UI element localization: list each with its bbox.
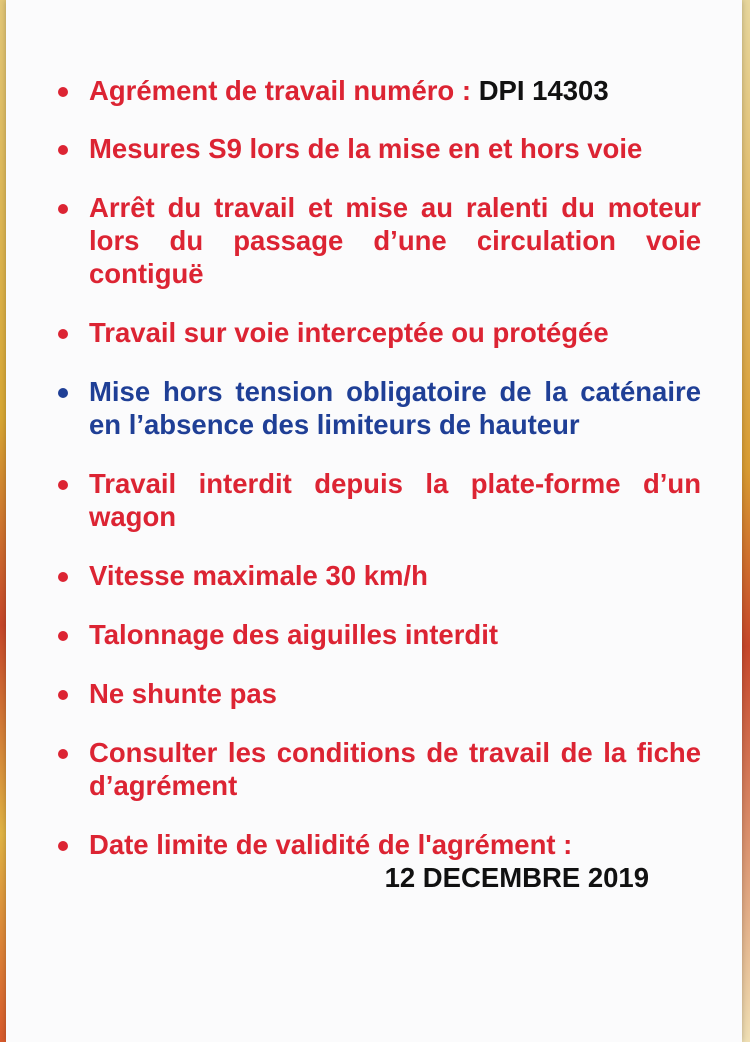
list-item-talonnage xyxy=(56,618,701,651)
bullet-icon xyxy=(58,145,68,155)
list-item-mesures-s9 xyxy=(56,132,701,165)
item-text: Consulter les conditions de travail de la fiche d’agrément xyxy=(89,737,701,801)
item-text: Mise hors tension obligatoire de la caténaire en l’absence des limiteurs de hauteur xyxy=(89,376,701,440)
bullet-icon xyxy=(58,572,68,582)
list-item-travail-interdit xyxy=(56,467,701,533)
agrement-number-value: DPI 14303 xyxy=(478,75,609,106)
list-item-mise-hors-tension xyxy=(56,375,701,441)
bullet-icon xyxy=(58,749,68,759)
item-text: Travail sur voie interceptée ou protégée xyxy=(89,317,609,348)
bullet-icon xyxy=(58,631,68,641)
notice-list xyxy=(56,74,701,894)
list-item-agrement-number xyxy=(56,74,701,107)
list-item-consulter-conditions xyxy=(56,736,701,802)
item-text: Arrêt du travail et mise au ralenti du moteur lors du passage d’une circulation voie contiguë xyxy=(89,192,701,289)
item-text: Date limite de validité de l'agrément : xyxy=(89,829,573,860)
list-item-date-limite xyxy=(56,828,701,894)
list-item-vitesse-maximale xyxy=(56,559,701,592)
bullet-icon xyxy=(58,841,68,851)
bullet-icon xyxy=(58,480,68,490)
item-text: Ne shunte pas xyxy=(89,678,277,709)
bullet-icon xyxy=(58,690,68,700)
bullet-icon xyxy=(58,204,68,214)
item-text: Travail interdit depuis la plate-forme d’un wagon xyxy=(89,468,701,532)
list-item-voie-interceptee xyxy=(56,316,701,349)
list-item-ne-shunte-pas xyxy=(56,677,701,710)
expiry-date-value: 12 DECEMBRE 2019 xyxy=(384,862,649,893)
item-text: Vitesse maximale 30 km/h xyxy=(89,560,428,591)
notice-sheet xyxy=(6,0,742,1042)
item-text: Talonnage des aiguilles interdit xyxy=(89,619,499,650)
item-text: Mesures S9 lors de la mise en et hors voie xyxy=(89,133,643,164)
bullet-icon xyxy=(58,87,68,97)
bullet-icon xyxy=(58,388,68,398)
list-item-arret-travail xyxy=(56,191,701,290)
item-text: Agrément de travail numéro : xyxy=(89,75,479,106)
bullet-icon xyxy=(58,329,68,339)
